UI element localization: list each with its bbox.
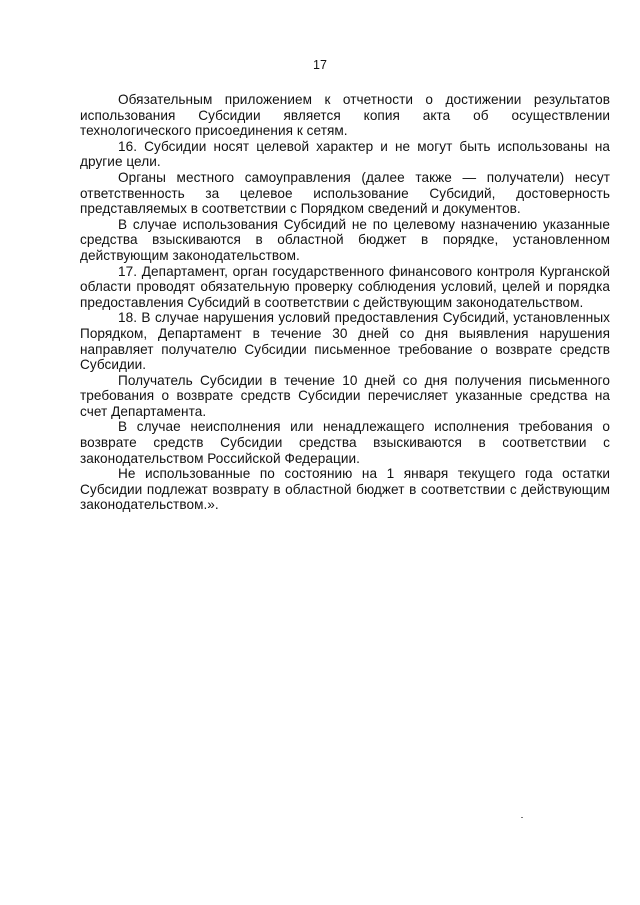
paragraph-non-fulfillment: В случае неисполнения или ненадлежащего исполнения требования о возврате средств Субсидии средства взыскиваются в соответствии с законодательством Российской Федерации. [80, 419, 610, 466]
paragraph-17-control-check: 17. Департамент, орган государственного финансового контроля Курганской области проводят обязательную проверку соблюдения условий, целей и порядка предоставления Субсидий в соответствии с действующим законодательством. [80, 263, 610, 310]
paragraph-18-violation-notice: 18. В случае нарушения условий предоставления Субсидий, установленных Порядком, Департамент в течение 30 дней со дня выявления нарушения направляет получателю Субсидии письменное требование о возврате средств Субсидии. [80, 310, 610, 373]
paragraph-unused-balances: Не использованные по состоянию на 1 января текущего года остатки Субсидии подлежат возврату в областной бюджет в соответствии с действующим законодательством.». [80, 466, 610, 513]
paragraph-16-targeted-use: 16. Субсидии носят целевой характер и не могут быть использованы на другие цели. [80, 138, 610, 170]
paragraph-report-attachment: Обязательным приложением к отчетности о достижении результатов использования Субсидии является копия акта об осуществлении технологического присоединения к сетям. [80, 92, 610, 139]
paragraph-recipient-refund: Получатель Субсидии в течение 10 дней со дня получения письменного требования о возврате средств Субсидии перечисляет указанные средства на счет Департамента. [80, 372, 610, 419]
paragraph-misuse-recovery: В случае использования Субсидий не по целевому назначению указанные средства взыскиваются в областной бюджет в порядке, установленном действующим законодательством. [80, 216, 610, 263]
page-number: 17 [313, 58, 327, 72]
scan-artifact-dot [521, 817, 523, 818]
document-body [80, 92, 610, 513]
paragraph-local-authorities-responsibility: Органы местного самоуправления (далее также — получатели) несут ответственность за целевое использование Субсидий, достоверность представляемых в соответствии с Порядком сведений и документов. [80, 169, 610, 217]
